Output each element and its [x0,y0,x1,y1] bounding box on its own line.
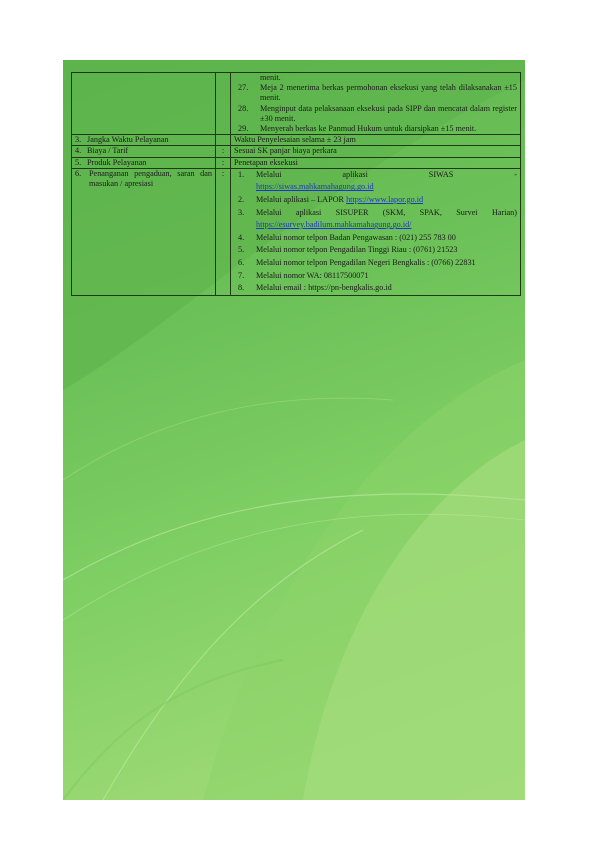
row-label-cell [72,135,216,146]
channel-text: Melalui nomor WA: 08117500071 [256,270,369,280]
siwas-link[interactable]: https://siwas.mahkamahagung.go.id [256,182,374,192]
colon-cell [216,135,231,146]
channel-text: Melalui aplikasi SISUPER (SKM, SPAK, Survei Harian) [256,207,517,217]
row-label: Jangka Waktu Pelayanan [87,135,169,145]
channel-text: Melalui nomor telpon Badan Pengawasan : (021) 255 783 00 [256,232,456,242]
colon-cell: : [216,146,231,157]
step-text: Menyerah berkas ke Panmud Hukum untuk diarsipkan ±15 menit. [260,124,477,134]
list-item [234,194,517,207]
channel-number: 7. [238,270,245,280]
channel-number: 8. [238,283,245,293]
list-item [234,270,517,283]
step-number [234,73,260,83]
list-item [234,244,517,257]
empty-cell [72,73,216,135]
list-item [234,124,517,134]
colon-cell: : [216,157,231,168]
service-standard-table [71,72,521,296]
channel-text: Melalui nomor telpon Pengadilan Tinggi Riau : (0761) 21523 [256,245,458,255]
row-value: Sesuai SK panjar biaya perkara [231,146,521,157]
list-item [234,73,517,83]
table-row [72,168,521,295]
list-item [234,257,517,270]
channel-number: 5. [238,245,245,255]
esurvey-link[interactable]: https://esurvey.badilum.mahkamahagung.go.id/ [256,220,412,230]
row-label: Produk Pelayanan [87,157,147,167]
row-label-cell [72,168,216,295]
step-number: 27. [238,83,249,93]
row-value: Penetapan eksekusi [231,157,521,168]
complaint-channels-list [234,169,517,295]
channel-number: 3. [238,207,245,217]
row-value: Waktu Penyelesaian selama ± 23 jam [231,135,521,146]
channel-text: Melalui aplikasi SIWAS - [256,169,517,179]
channel-text: Melalui aplikasi – LAPOR [256,195,345,205]
list-item [234,207,517,232]
procedure-steps-cell [231,73,521,135]
row-number: 3. [75,135,82,145]
table-row [72,146,521,157]
channel-number: 2. [238,195,245,205]
complaint-channels-cell [231,168,521,295]
table-row [72,157,521,168]
list-item [234,169,517,194]
row-label-cell [72,157,216,168]
step-text: menit. [260,73,281,82]
row-number: 4. [75,146,82,156]
list-item [234,282,517,295]
step-text: Meja 2 menerima berkas permohonan eksekusi yang telah dilaksanakan ±15 menit. [260,83,517,103]
table-row [72,135,521,146]
lapor-link[interactable]: https://www.lapor.go.id [346,195,424,205]
empty-cell [216,73,231,135]
step-number: 28. [238,103,249,113]
channel-number: 4. [238,232,245,242]
table-row-procedure-continuation [72,73,521,135]
procedure-steps-list [234,73,517,134]
channel-number: 6. [238,257,245,267]
row-number: 6. [75,168,82,178]
list-item [234,232,517,245]
colon-cell: : [216,168,231,295]
channel-text: Melalui email : https://pn-bengkalis.go.id [256,283,392,293]
step-text: Menginput data pelaksanaan eksekusi pada SIPP dan mencatat dalam register ±30 menit. [260,103,517,123]
row-label: Biaya / Tarif [87,146,129,156]
list-item [234,104,517,124]
row-label-cell [72,146,216,157]
step-number: 29. [238,124,249,134]
channel-text: Melalui nomor telpon Pengadilan Negeri Bengkalis : (0766) 22831 [256,257,476,267]
list-item [234,83,517,103]
row-label: Penanganan pengaduan, saran dan masukan / apresiasi [89,168,212,189]
row-number: 5. [75,157,82,167]
channel-number: 1. [238,169,245,179]
